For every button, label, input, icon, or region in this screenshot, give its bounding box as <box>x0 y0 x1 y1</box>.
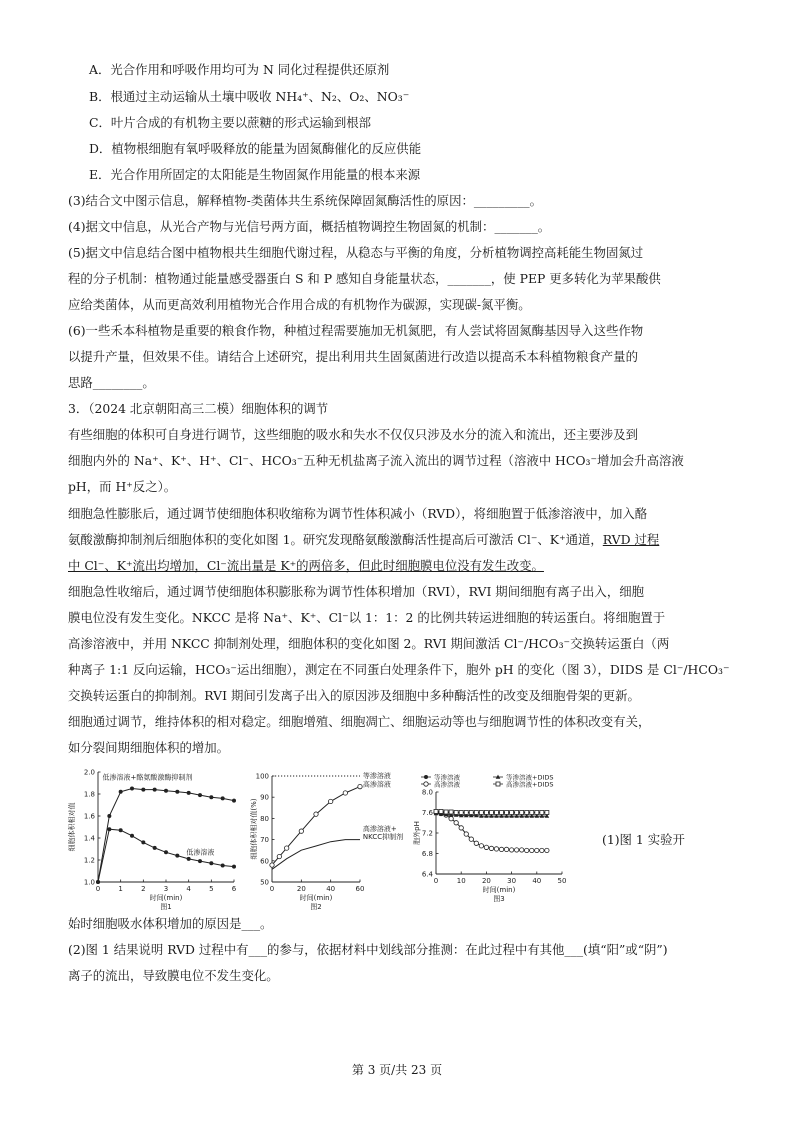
data-point <box>209 795 213 799</box>
x-tick-label: 4 <box>186 885 191 893</box>
question-5-line3: 应给类菌体，从而更高效利用植物光合作用合成的有机物作为碳源，实现碳-氮平衡。 <box>68 297 531 312</box>
option-d: D．植物根细胞有氧呼吸释放的能量为固氮酶催化的反应供能 <box>89 141 422 156</box>
data-point <box>525 811 529 815</box>
data-point <box>449 810 453 814</box>
data-point <box>474 811 478 815</box>
data-point <box>499 847 503 851</box>
data-point <box>130 787 134 791</box>
data-point <box>119 828 123 832</box>
figure-3-chart <box>412 770 600 904</box>
chart-title: 图3 <box>493 895 505 903</box>
y-tick-label: 1.0 <box>83 878 95 887</box>
series-label: 等渗溶液 <box>362 772 391 780</box>
data-point <box>525 848 529 852</box>
data-point <box>164 789 168 793</box>
chart-title: 图2 <box>310 903 322 911</box>
data-point <box>459 826 463 830</box>
data-point <box>119 790 123 794</box>
x-tick-label: 40 <box>532 877 542 885</box>
series-label: NKCC抑制剂 <box>362 833 404 842</box>
data-point <box>96 880 100 884</box>
series-line <box>272 787 360 865</box>
question-6-line2: 以提升产量，但效果不佳。请结合上述研究，提出利用共生固氮菌进行改造以提高禾本科植物粮食产量的 <box>68 349 638 364</box>
data-point <box>540 848 544 852</box>
q3-p2-line2 <box>68 532 659 548</box>
legend-marker <box>424 782 428 786</box>
question-6-line1: (6)一些禾本科植物是重要的粮食作物，种植过程需要施加无机氮肥，有人尝试将固氮酶基因导入这些作物 <box>68 323 644 338</box>
sub2-line2: 离子的流出，导致膜电位不发生变化。 <box>68 968 279 983</box>
q3-p4-line1: 细胞通过调节，维持体积的相对稳定。细胞增殖、细胞凋亡、细胞运动等也与细胞调节性的体积改变有关， <box>68 714 651 729</box>
data-point <box>469 837 473 841</box>
option-a: A．光合作用和呼吸作用均可为 N 同化过程提供还原剂 <box>89 62 390 77</box>
data-point <box>434 809 438 813</box>
data-point <box>459 811 463 815</box>
x-tick-label: 10 <box>456 877 466 885</box>
q3-p4-line2: 如分裂间期细胞体积的增加。 <box>68 740 230 755</box>
data-point <box>484 811 488 815</box>
data-point <box>504 847 508 851</box>
data-point <box>444 810 448 814</box>
data-point <box>509 848 513 852</box>
data-point <box>520 811 524 815</box>
x-tick-label: 40 <box>326 885 336 893</box>
q3-p3-line1: 细胞急性收缩后，通过调节使细胞体积膨胀称为调节性体积增加（RVI），RVI 期间细胞有离子出入，细胞 <box>68 584 644 599</box>
x-tick-label: 30 <box>507 877 517 885</box>
data-point <box>484 845 488 849</box>
y-axis-label: 细胞体积相对值(%) <box>250 798 258 860</box>
q3-p2-underlined-start: RVD 过程 <box>602 532 660 547</box>
data-point <box>530 811 534 815</box>
data-point <box>232 799 236 803</box>
chart-title: 图1 <box>160 903 172 911</box>
series-label: 低渗溶液+酪氨酸激酶抑制剂 <box>102 773 193 782</box>
data-point <box>479 844 483 848</box>
data-point <box>277 854 281 858</box>
legend-label: 等渗溶液 <box>434 773 460 782</box>
data-point <box>175 790 179 794</box>
question-3: (3)结合文中图示信息，解释植物-类菌体共生系统保障固氮酶活性的原因：_________。 <box>68 193 542 208</box>
data-point <box>535 811 539 815</box>
data-point <box>107 814 111 818</box>
legend-marker <box>424 775 428 779</box>
x-tick-label: 20 <box>481 877 491 885</box>
data-point <box>130 834 134 838</box>
data-point <box>164 850 168 854</box>
y-tick-label: 6.8 <box>421 850 433 858</box>
legend-marker <box>496 782 500 786</box>
legend-label: 高渗溶液 <box>434 780 460 789</box>
data-point <box>343 791 347 795</box>
data-point <box>153 788 157 792</box>
data-point <box>198 859 202 863</box>
data-point <box>141 840 145 844</box>
x-tick-label: 20 <box>296 885 306 893</box>
q3-p3-line3: 高渗溶液中，并用 NKCC 抑制剂处理，细胞体积的变化如图 2。RVI 期间激活 Cl⁻/HCO₃⁻交换转运蛋白（两 <box>68 636 670 651</box>
series-label: 高渗溶液+ <box>362 825 397 834</box>
option-e: E．光合作用所固定的太阳能是生物固氮作用能量的根本来源 <box>89 167 421 182</box>
y-tick-label: 2.0 <box>83 768 95 777</box>
data-point <box>439 809 443 813</box>
question-4: (4)据文中信息，从光合产物与光信号两方面，概括植物调控生物固氮的机制：_______。 <box>68 219 551 234</box>
data-point <box>232 865 236 869</box>
series-line <box>98 789 234 883</box>
sub1-text-right: (1)图 1 实验开 <box>602 832 685 847</box>
q3-p1-line1: 有些细胞的体积可自身进行调节，这些细胞的吸水和失水不仅仅只涉及水分的流入和流出，还主要涉及到 <box>68 427 638 442</box>
series-line <box>272 840 360 870</box>
data-point <box>545 848 549 852</box>
data-point <box>358 784 362 788</box>
data-point <box>284 846 288 850</box>
y-tick-label: 1.6 <box>83 812 95 821</box>
data-point <box>328 799 332 803</box>
y-tick-label: 80 <box>260 814 269 823</box>
q3-p3-line5: 交换转运蛋白的抑制剂。RVI 期间引发离子出入的原因涉及细胞中多种酶活性的改变及细胞骨架的更新。 <box>68 688 640 703</box>
data-point <box>209 861 213 865</box>
data-point <box>535 848 539 852</box>
data-point <box>299 829 303 833</box>
q3-p2-line3-underlined: 中 Cl⁻、K⁺流出均增加，Cl⁻流出量是 K⁺的两倍多，但此时细胞膜电位没有发生改变。 <box>68 558 544 573</box>
q3-p1-line3: pH，而 H⁺反之）。 <box>68 479 177 494</box>
x-tick-label: 0 <box>95 885 101 893</box>
x-axis-label: 时间(min) <box>299 894 333 902</box>
data-point <box>449 816 453 820</box>
y-axis-label: 细胞体积相对值 <box>68 802 76 852</box>
x-tick-label: 0 <box>269 885 275 893</box>
data-point <box>510 811 514 815</box>
data-point <box>187 857 191 861</box>
figure-1-chart <box>66 764 246 911</box>
x-axis-label: 时间(min) <box>149 894 183 902</box>
x-tick-label: 50 <box>557 877 567 885</box>
data-point <box>270 863 274 867</box>
option-c: C．叶片合成的有机物主要以蔗糖的形式运输到根部 <box>89 115 372 130</box>
y-tick-label: 100 <box>255 772 269 781</box>
data-point <box>519 848 523 852</box>
data-point <box>515 811 519 815</box>
x-tick-label: 0 <box>433 877 439 885</box>
data-point <box>494 811 498 815</box>
q3-p3-line4: 种离子 1:1 反向运输，HCO₃⁻运出细胞），测定在不同蛋白处理条件下，胞外 pH 的变化（图 3），DIDS 是 Cl⁻/HCO₃⁻ <box>68 662 730 677</box>
data-point <box>464 832 468 836</box>
data-point <box>454 821 458 825</box>
y-tick-label: 1.4 <box>83 834 95 843</box>
data-point <box>107 827 111 831</box>
data-point <box>221 864 225 868</box>
sub1-text-cont: 始时细胞吸水体积增加的原因是___。 <box>68 916 273 931</box>
data-point <box>469 811 473 815</box>
x-tick-label: 5 <box>209 885 214 893</box>
data-point <box>494 847 498 851</box>
q3-title: 3．（2024 北京朝阳高三二模）细胞体积的调节 <box>68 401 329 416</box>
option-b: B．根通过主动运输从土壤中吸收 NH₄⁺、N₂、O₂、NO₃⁻ <box>89 89 410 104</box>
x-tick-label: 1 <box>118 885 123 893</box>
data-point <box>175 854 179 858</box>
data-point <box>314 812 318 816</box>
y-tick-label: 70 <box>260 836 269 845</box>
y-axis-label: 胞外pH <box>413 821 421 845</box>
series-label: 高渗溶液 <box>362 780 391 789</box>
figure-2-chart <box>250 764 410 911</box>
data-point <box>464 811 468 815</box>
q3-p2-line1: 细胞急性膨胀后，通过调节使细胞体积收缩称为调节性体积减小（RVD），将细胞置于低渗溶液中，加入酪 <box>68 506 648 521</box>
y-tick-label: 7.6 <box>421 809 433 817</box>
data-point <box>514 848 518 852</box>
data-point <box>489 811 493 815</box>
q3-p3-line2: 膜电位没有发生变化。NKCC 是将 Na⁺、K⁺、Cl⁻以 1：1：2 的比例共转运进细胞的转运蛋白。将细胞置于 <box>68 610 666 625</box>
y-tick-label: 50 <box>260 878 269 887</box>
data-point <box>454 811 458 815</box>
y-tick-label: 90 <box>260 793 269 802</box>
data-point <box>489 846 493 850</box>
x-tick-label: 6 <box>231 885 237 893</box>
y-tick-label: 1.2 <box>83 856 95 865</box>
x-tick-label: 2 <box>141 885 146 893</box>
question-5-line2: 程的分子机制：植物通过能量感受器蛋白 S 和 P 感知自身能量状态，_______，使 PEP 更多转化为苹果酸供 <box>68 271 661 286</box>
question-6-line3: 思路________。 <box>68 375 155 390</box>
x-axis-label: 时间(min) <box>482 886 516 894</box>
data-point <box>221 796 225 800</box>
data-point <box>153 846 157 850</box>
data-point <box>141 788 145 792</box>
y-tick-label: 1.8 <box>83 790 95 799</box>
data-point <box>500 811 504 815</box>
data-point <box>545 811 549 815</box>
y-tick-label: 6.4 <box>421 870 433 879</box>
q3-p2-plain: 氨酸激酶抑制剂后细胞体积的变化如图 1。研究发现酪氨酸激酶活性提高后可激活 Cl⁻、K⁺通道， <box>68 532 603 547</box>
x-tick-label: 60 <box>355 885 365 893</box>
data-point <box>540 811 544 815</box>
sub2-line1: (2)图 1 结果说明 RVD 过程中有___的参与，依据材料中划线部分推测：在此过程中有其他___(填“阳”或“阴”) <box>68 942 668 957</box>
series-label: 低渗溶液 <box>186 848 215 857</box>
data-point <box>474 841 478 845</box>
x-tick-label: 3 <box>163 885 169 893</box>
y-tick-label: 8.0 <box>421 788 433 797</box>
legend-label: 等渗溶液+DIDS <box>506 773 554 782</box>
q3-p1-line2: 细胞内外的 Na⁺、K⁺、H⁺、Cl⁻、HCO₃⁻五种无机盐离子流入流出的调节过程（溶液中 HCO₃⁻增加会升高溶液 <box>68 453 684 468</box>
data-point <box>479 811 483 815</box>
data-point <box>530 848 534 852</box>
data-point <box>505 811 509 815</box>
legend-label: 高渗溶液+DIDS <box>506 780 554 789</box>
y-tick-label: 60 <box>260 857 269 866</box>
data-point <box>187 791 191 795</box>
page-footer: 第 3 页/共 23 页 <box>351 1063 443 1077</box>
question-5-line1: (5)据文中信息结合图中植物根共生细胞代谢过程，从稳态与平衡的角度，分析植物调控高耗能生物固氮过 <box>68 245 644 260</box>
data-point <box>198 793 202 797</box>
y-tick-label: 7.2 <box>421 829 433 838</box>
